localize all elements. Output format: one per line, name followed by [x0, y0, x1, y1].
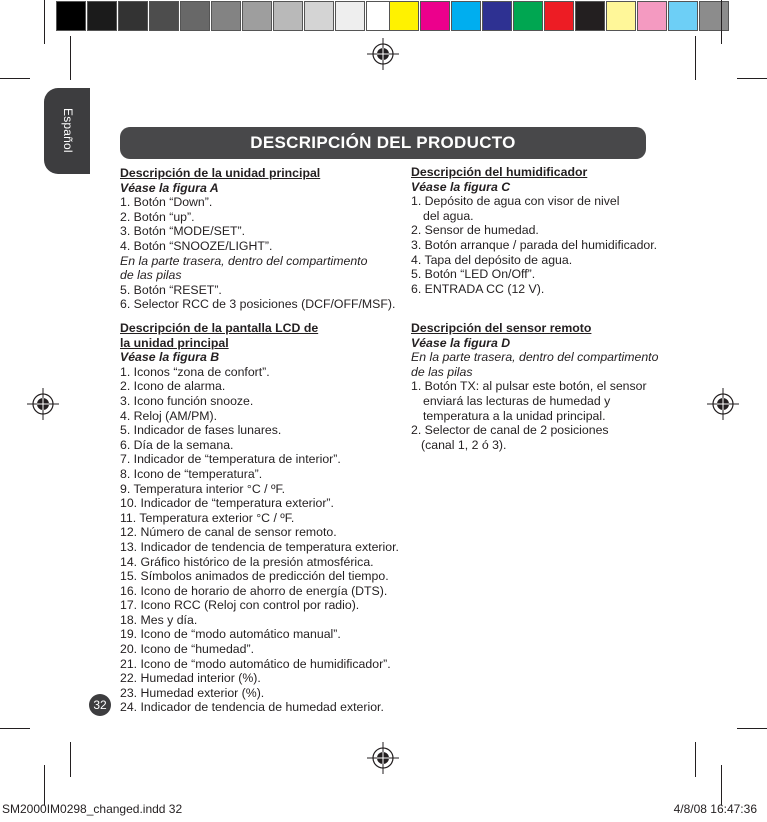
- list-item: 6. Día de la semana.: [120, 437, 234, 452]
- grayscale-color-bar: [56, 1, 397, 31]
- list-item: 24. Indicador de tendencia de humedad exterior.: [120, 700, 384, 715]
- list-item-continuation: (canal 1, 2 ó 3).: [421, 437, 507, 452]
- list-item: 8. Icono de “temperatura”.: [120, 466, 263, 481]
- list-item: 21. Icono de “modo automático de humidificador”.: [120, 656, 391, 671]
- list-item: 22. Humedad interior (%).: [120, 671, 261, 686]
- color-swatch: [637, 1, 667, 31]
- remote-sensor-note: de las pilas: [411, 364, 473, 379]
- list-item: 13. Indicador de tendencia de temperatura exterior.: [120, 539, 399, 554]
- color-swatch: [273, 1, 303, 31]
- list-item: 4. Botón “SNOOZE/LIGHT”.: [120, 238, 273, 253]
- page-number: 32: [89, 694, 111, 716]
- color-swatch: [56, 1, 86, 31]
- color-swatch: [699, 1, 729, 31]
- registration-mark-icon: [707, 388, 739, 420]
- list-item: 1. Depósito de agua con visor de nivel: [411, 194, 620, 209]
- color-swatch: [304, 1, 334, 31]
- list-item: 20. Icono de “humedad”.: [120, 642, 254, 657]
- list-item: 19. Icono de “modo automático manual”.: [120, 627, 341, 642]
- color-swatch: [513, 1, 543, 31]
- list-item: 10. Indicador de “temperatura exterior”.: [120, 496, 334, 511]
- list-item: 3. Botón “MODE/SET”.: [120, 224, 246, 239]
- list-item: 14. Gráfico histórico de la presión atmosférica.: [120, 554, 374, 569]
- lcd-heading: la unidad principal: [120, 335, 229, 350]
- registration-mark-icon: [27, 388, 59, 420]
- humidifier-heading: Descripción del humidificador: [411, 165, 588, 179]
- color-swatch: [668, 1, 698, 31]
- section-title: DESCRIPCIÓN DEL PRODUCTO: [120, 127, 646, 159]
- list-item: 5. Indicador de fases lunares.: [120, 423, 282, 438]
- color-swatch: [180, 1, 210, 31]
- humidifier-section: [411, 165, 657, 296]
- list-item: 4. Reloj (AM/PM).: [120, 408, 218, 423]
- list-item: 17. Icono RCC (Reloj con control por radio).: [120, 598, 360, 613]
- footer-filename: SM2000IM0298_changed.indd 32: [2, 802, 183, 816]
- color-swatch: [451, 1, 481, 31]
- list-item: 23. Humedad exterior (%).: [120, 685, 265, 700]
- color-swatch: [149, 1, 179, 31]
- color-swatch: [87, 1, 117, 31]
- main-unit-note: de las pilas: [120, 268, 182, 283]
- remote-sensor-figure-ref: Véase la figura D: [411, 335, 511, 350]
- list-item: 15. Símbolos animados de predicción del tiempo.: [120, 569, 389, 584]
- language-tab-label: Español: [61, 107, 75, 153]
- color-swatch: [482, 1, 512, 31]
- list-item: 12. Número de canal de sensor remoto.: [120, 525, 337, 540]
- color-swatch: [335, 1, 365, 31]
- color-swatch: [118, 1, 148, 31]
- process-color-bar: [389, 1, 730, 31]
- lcd-section: [120, 321, 399, 715]
- list-item-continuation: enviará las lecturas de humedad y: [423, 393, 611, 408]
- list-item-continuation: del agua.: [423, 208, 474, 223]
- color-swatch: [389, 1, 419, 31]
- lcd-list: [120, 365, 399, 715]
- lcd-figure-ref: Véase la figura B: [120, 350, 220, 365]
- main-unit-heading: Descripción de la unidad principal: [120, 166, 321, 180]
- registration-mark-icon: [367, 38, 399, 70]
- list-item: 18. Mes y día.: [120, 612, 198, 627]
- main-unit-section: [120, 166, 395, 312]
- color-swatch: [544, 1, 574, 31]
- list-item: 1. Iconos “zona de confort”.: [120, 364, 270, 379]
- remote-sensor-heading: Descripción del sensor remoto: [411, 321, 592, 335]
- list-item: 2. Botón “up”.: [120, 209, 195, 224]
- remote-sensor-note: En la parte trasera, dentro del compartimento: [411, 350, 659, 365]
- list-item: 16. Icono de horario de ahorro de energía (DTS).: [120, 583, 388, 598]
- color-swatch: [420, 1, 450, 31]
- list-item-continuation: temperatura a la unidad principal.: [423, 408, 606, 423]
- list-item: 1. Botón TX: al pulsar este botón, el sensor: [411, 379, 647, 394]
- list-item: 11. Temperatura exterior °C / ºF.: [120, 510, 295, 525]
- list-item: 6. ENTRADA CC (12 V).: [411, 281, 545, 296]
- list-item: 5. Botón “RESET”.: [120, 282, 222, 297]
- list-item: 2. Selector de canal de 2 posiciones: [411, 423, 609, 438]
- list-item: 9. Temperatura interior °C / ºF.: [120, 481, 286, 496]
- list-item: 2. Sensor de humedad.: [411, 223, 539, 238]
- list-item: 4. Tapa del depósito de agua.: [411, 252, 573, 267]
- list-item: 3. Icono función snooze.: [120, 393, 254, 408]
- registration-mark-icon: [367, 742, 399, 774]
- remote-sensor-section: [411, 321, 658, 452]
- list-item: 2. Icono de alarma.: [120, 379, 226, 394]
- main-unit-note: En la parte trasera, dentro del compartimento: [120, 253, 368, 268]
- main-unit-figure-ref: Véase la figura A: [120, 180, 219, 195]
- list-item: 3. Botón arranque / parada del humidificador.: [411, 237, 658, 252]
- list-item: 5. Botón “LED On/Off”.: [411, 267, 536, 282]
- color-swatch: [606, 1, 636, 31]
- footer-timestamp: 4/8/08 16:47:36: [673, 802, 757, 816]
- color-swatch: [575, 1, 605, 31]
- color-swatch: [211, 1, 241, 31]
- list-item: 6. Selector RCC de 3 posiciones (DCF/OFF/MSF).: [120, 297, 396, 312]
- humidifier-figure-ref: Véase la figura C: [411, 179, 511, 194]
- list-item: 1. Botón “Down”.: [120, 195, 213, 210]
- lcd-heading: Descripción de la pantalla LCD de: [120, 321, 319, 335]
- color-swatch: [242, 1, 272, 31]
- list-item: 7. Indicador de “temperatura de interior”.: [120, 452, 341, 467]
